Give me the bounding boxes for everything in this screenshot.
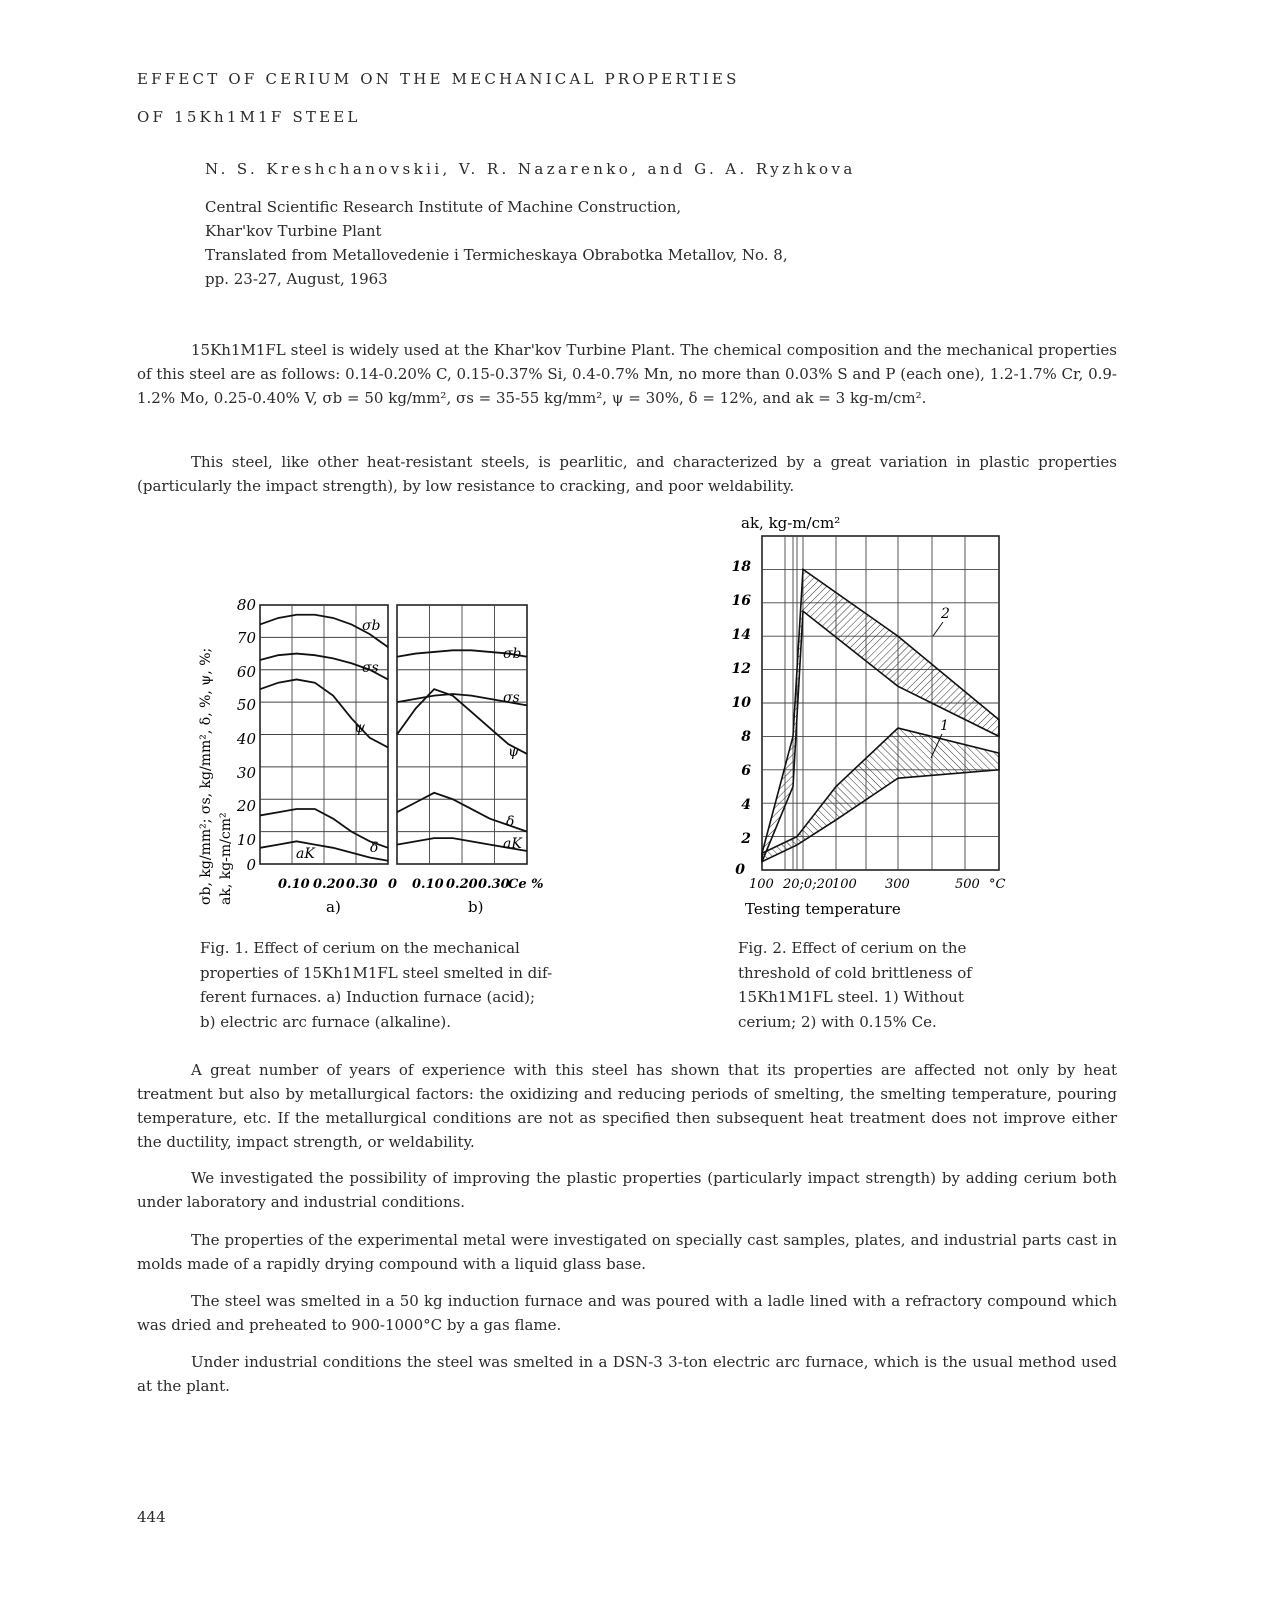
fig2-ytick: 4 — [741, 797, 751, 813]
fig1-curve-label: σs — [362, 660, 379, 676]
paragraph-7 — [137, 1350, 1117, 1398]
fig2-xtick: 100 — [832, 877, 857, 892]
paragraph-text: The steel was smelted in a 50 kg induction furnace and was poured with a ladle lined with a refractory compound which was dried and preheated to 900-1000°C by a gas flame. — [137, 1292, 1117, 1334]
fig2-ytick: 2 — [741, 831, 751, 847]
paragraph-text: We investigated the possibility of improving the plastic properties (particularly impact strength) by adding cerium both under laboratory and industrial conditions. — [137, 1169, 1117, 1211]
fig1-caption — [200, 936, 552, 1034]
fig2-yticks — [732, 559, 752, 878]
fig1-curve-label: σb — [362, 618, 381, 634]
paragraph-6 — [137, 1289, 1117, 1337]
figure-2 — [731, 508, 1025, 928]
fig2-ytick: 0 — [735, 862, 745, 878]
fig2-ytick: 14 — [731, 627, 751, 643]
fig2-band-2 — [762, 569, 999, 861]
fig1-ytick: 30 — [236, 764, 256, 782]
paragraph-4 — [137, 1166, 1117, 1214]
caption-line: Fig. 2. Effect of cerium on the — [738, 939, 967, 957]
fig2-xtick: 20;0;20 — [783, 877, 834, 892]
caption-line: 15Kh1M1FL steel. 1) Without — [738, 988, 964, 1006]
fig2-plot-area — [762, 536, 999, 870]
fig1-xticks — [278, 877, 544, 892]
fig2-ytick: 12 — [731, 661, 751, 677]
fig1-xunit: Ce % — [508, 877, 544, 892]
affiliation-line: Central Scientific Research Institute of Machine Construction, — [205, 198, 682, 216]
fig2-xlabel: Testing temperature — [745, 900, 901, 918]
fig1-curve-label: aK — [503, 836, 522, 852]
fig1-curve-label: aK — [296, 846, 315, 862]
figure-1 — [190, 590, 560, 920]
fig2-xtick: °C — [989, 877, 1006, 892]
fig2-band-label: 2 — [941, 606, 950, 622]
paragraph-1 — [137, 338, 1117, 410]
fig2-ytick: 16 — [731, 593, 751, 609]
caption-line: ferent furnaces. a) Induction furnace (acid); — [200, 988, 536, 1006]
fig1-ytick: 80 — [236, 596, 256, 614]
fig1-xtick: 0.30 — [478, 877, 510, 892]
paper-title-line-1: EFFECT OF CERIUM ON THE MECHANICAL PROPERTIES — [137, 70, 740, 88]
fig1-ytick: 60 — [236, 663, 256, 681]
fig1-xtick: 0.20 — [446, 877, 478, 892]
fig1-ytick: 20 — [236, 797, 256, 815]
fig1-xtick: 0.20 — [313, 877, 345, 892]
caption-line: cerium; 2) with 0.15% Ce. — [738, 1012, 937, 1031]
authors: N. S. Kreshchanovskii, V. R. Nazarenko, and G. A. Ryzhkova — [205, 160, 856, 178]
caption-line: Fig. 1. Effect of cerium on the mechanical — [200, 939, 520, 957]
paragraph-2 — [137, 450, 1117, 498]
caption-line: properties of 15Kh1M1FL steel smelted in dif- — [200, 963, 553, 982]
fig2-band-1 — [762, 728, 999, 862]
fig2-xticks — [749, 877, 1006, 892]
fig1-curve-label: δ — [506, 814, 515, 830]
fig2-caption — [738, 936, 972, 1034]
caption-line: b) electric arc furnace (alkaline). — [200, 1012, 452, 1031]
paragraph-text: A great number of years of experience with this steel has shown that its properties are affected not only by heat treatment but also by metallurgical factors: the oxidizing and reducing periods of smelting, the smelting temperature, pouring temperature, etc. If the metallurgical conditions are not as specified then subsequent heat treatment does not improve either the ductility, impact strength, or weldability. — [137, 1061, 1117, 1151]
fig1-ytick: 50 — [236, 696, 256, 714]
paragraph-text: The properties of the experimental metal were investigated on specially cast samples, plates, and industrial parts cast in molds made of a rapidly drying compound with a liquid glass base. — [137, 1231, 1117, 1273]
fig1-plot-area — [260, 605, 527, 864]
affiliation-line: pp. 23-27, August, 1963 — [205, 270, 388, 288]
fig2-band-label: 1 — [940, 718, 949, 734]
fig1-ytick: 70 — [236, 629, 256, 647]
fig2-xtick: 500 — [955, 877, 980, 892]
affiliation — [205, 195, 788, 291]
fig1-curve-label: δ — [370, 840, 379, 856]
fig1-curve-label: σs — [503, 690, 520, 706]
paragraph-3 — [137, 1058, 1117, 1154]
paper-title-line-2: OF 15Kh1M1F STEEL — [137, 108, 361, 126]
fig2-xtick: 100 — [749, 877, 774, 892]
page-number: 444 — [137, 1508, 166, 1526]
fig2-xtick: 300 — [885, 877, 910, 892]
fig2-ytick: 8 — [741, 729, 751, 745]
fig1-ylabel: σb, kg/mm²; σs, kg/mm², δ, %, ψ, %; — [198, 647, 214, 905]
fig1-ylabel-2: ak, kg-m/cm² — [218, 812, 234, 905]
paragraph-text: 15Kh1M1FL steel is widely used at the Khar'kov Turbine Plant. The chemical composition and the mechanical properties of this steel are as follows: 0.14-0.20% C, 0.15-0.37% Si, 0.4-0.7% Mn, no more than 0.03% S and P (each one), 1.2-1.7% Cr, 0.9-1.2% Mo, 0.25-0.40% V, σb = 50 kg/mm², σs = 35-55 kg/mm², ψ = 30%, δ = 12%, and ak = 3 kg-m/cm². — [137, 341, 1117, 407]
fig1-ytick: 10 — [236, 831, 256, 849]
fig1-ytick: 0 — [246, 856, 256, 874]
fig1-curve-label: ψ — [508, 744, 519, 760]
fig2-ytick: 10 — [731, 695, 751, 711]
fig1-ytick: 40 — [236, 730, 256, 748]
affiliation-line: Translated from Metallovedenie i Termicheskaya Obrabotka Metallov, No. 8, — [205, 246, 788, 264]
fig1-xtick: 0.10 — [412, 877, 444, 892]
fig1-yticks — [236, 596, 257, 874]
fig1-xtick: 0.30 — [346, 877, 378, 892]
fig1-xtick: 0.10 — [278, 877, 310, 892]
affiliation-line: Khar'kov Turbine Plant — [205, 222, 382, 240]
fig1-curve-label: ψ — [354, 720, 365, 736]
fig1-panel-a-label: a) — [326, 898, 341, 916]
fig2-ytick: 6 — [741, 763, 751, 779]
fig1-xtick: 0 — [388, 877, 398, 892]
paragraph-text: Under industrial conditions the steel was smelted in a DSN-3 3-ton electric arc furnace, which is the usual method used at the plant. — [137, 1353, 1117, 1395]
paragraph-text: This steel, like other heat-resistant steels, is pearlitic, and characterized by a great variation in plastic properties (particularly the impact strength), by low resistance to cracking, and poor weldability. — [137, 453, 1117, 495]
fig1-curve-label: σb — [503, 646, 522, 662]
fig2-ytick: 18 — [731, 559, 751, 575]
fig1-panel-b-label: b) — [468, 898, 484, 916]
fig2-ylabel: ak, kg-m/cm² — [741, 514, 841, 532]
fig2-label-leader — [933, 622, 943, 636]
caption-line: threshold of cold brittleness of — [738, 963, 972, 982]
paragraph-5 — [137, 1228, 1117, 1276]
